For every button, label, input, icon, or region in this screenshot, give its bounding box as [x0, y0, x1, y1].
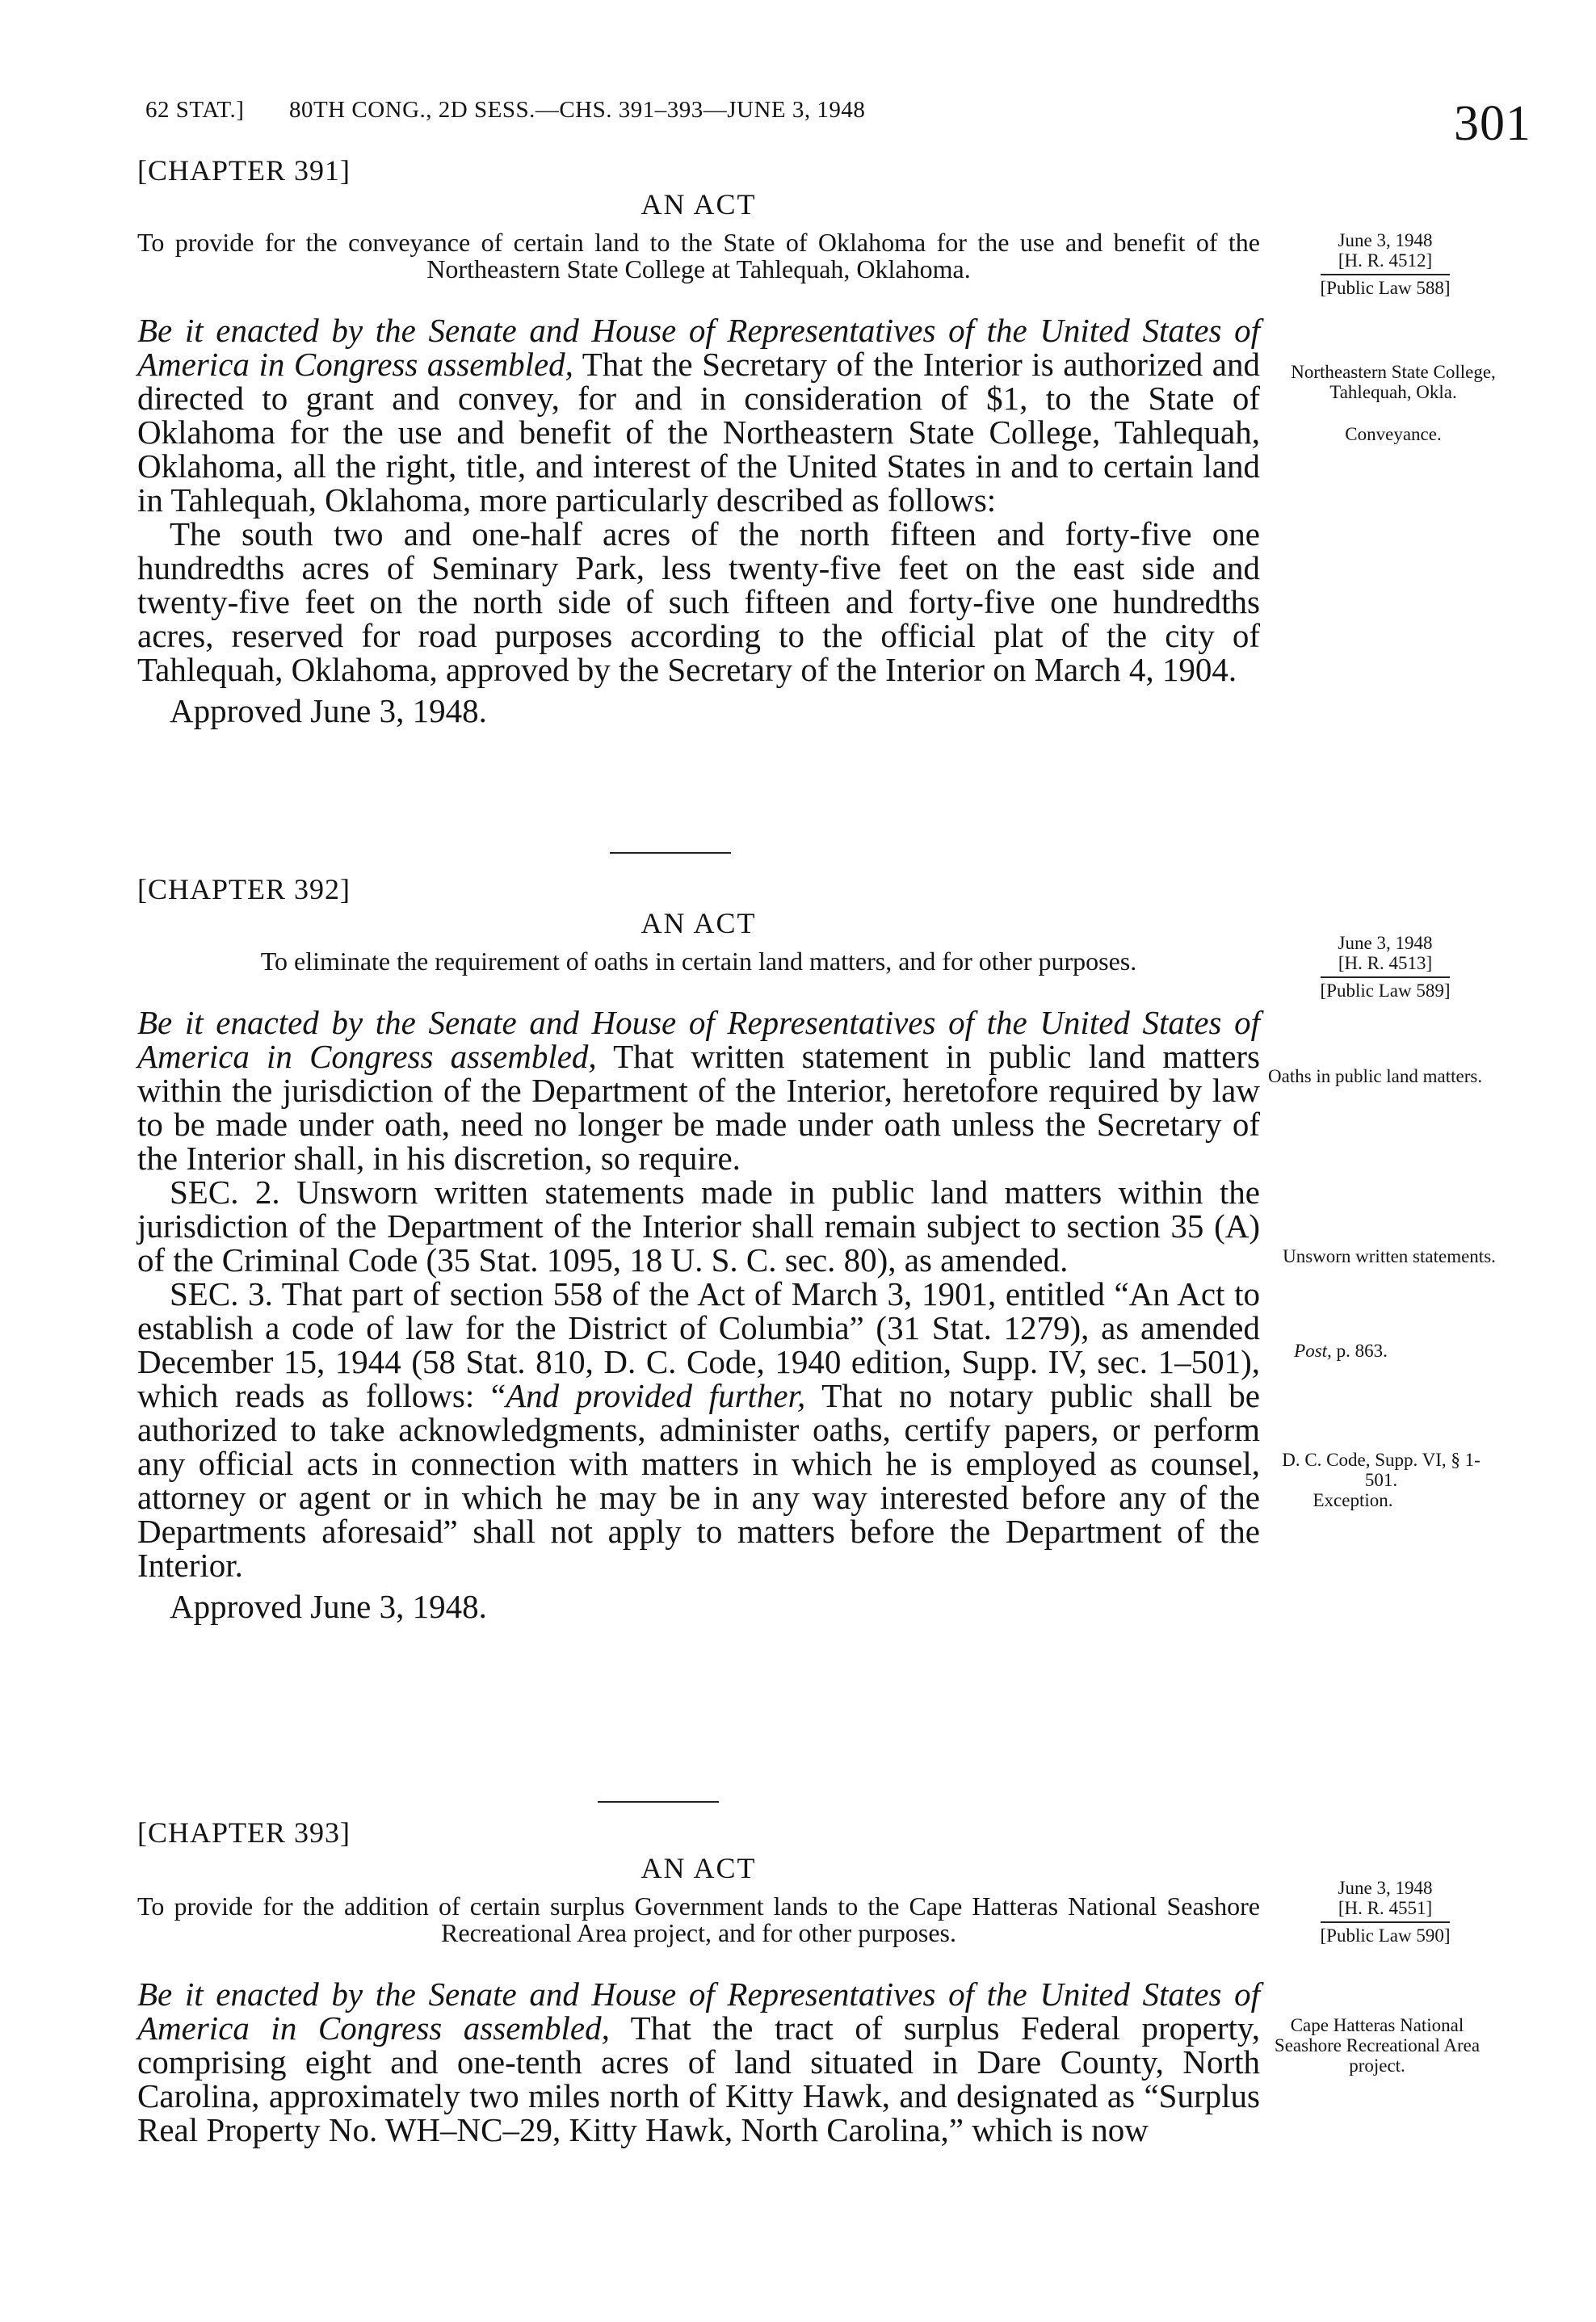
margin-bill-number: [H. R. 4512]: [1338, 250, 1433, 271]
margin-public-law: [Public Law 588]: [1321, 274, 1451, 298]
margin-note: Cape Hatteras National Seashore Recreational Area project.: [1274, 2015, 1480, 2076]
margin-note: Conveyance.: [1345, 424, 1442, 444]
congress-session-line: 80TH CONG., 2D SESS.—CHS. 391–393—JUNE 3, 1948: [288, 97, 866, 123]
margin-note: Oaths in public land matters.: [1268, 1066, 1483, 1086]
an-act-heading: AN ACT: [640, 907, 757, 939]
act-purpose: To provide for the conveyance of certain land to the State of Oklahoma for the use and benefit of the Northeastern State College at Tahlequah, Oklahoma.: [137, 228, 1260, 283]
margin-note-reference: [1268, 1341, 1413, 1361]
margin-public-law: [Public Law 589]: [1321, 976, 1451, 1001]
approval-date: Approved June 3, 1948.: [170, 692, 487, 729]
act-body: [137, 1977, 1260, 2147]
post-reference: Post,: [1294, 1341, 1332, 1361]
page-reference: p. 863.: [1331, 1341, 1388, 1361]
land-description: The south two and one-half acres of the north fifteen and forty-five one hundredths acres of Seminary Park, less twenty-five feet on the east side and twenty-five feet on the north side of such fifteen and forty-five one hundredths acres, reserved for road purposes according to the official plat of the city of Tahlequah, Oklahoma, approved by the Secretary of the Interior on March 4, 1904.: [137, 515, 1260, 688]
stat-reference: 62 STAT.]: [145, 97, 245, 123]
margin-bill-number: [H. R. 4551]: [1338, 1898, 1433, 1918]
act-body: [137, 1006, 1260, 1582]
margin-bill-number: [H. R. 4513]: [1338, 953, 1433, 973]
approval-date: Approved June 3, 1948.: [170, 1588, 487, 1625]
chapter-391: [137, 153, 1260, 729]
margin-date: June 3, 1948: [1338, 933, 1433, 953]
an-act-heading: AN ACT: [640, 1852, 757, 1884]
an-act-heading: AN ACT: [640, 188, 757, 220]
margin-date: June 3, 1948: [1338, 230, 1433, 250]
section-1-text: That the Secretary of the Interior is authorized and directed to grant and convey, for and in consideration of $1, to the State of Oklahoma for the use and benefit of the Northeastern State College, Tahlequah, Oklahoma, all the right, title, and interest of the United States in and to certain land in Tahlequah, Oklahoma, more particularly described as follows:: [137, 346, 1261, 519]
margin-note: D. C. Code, Supp. VI, § 1-501.: [1282, 1450, 1480, 1490]
chapter-divider: [598, 1801, 719, 1803]
chapter-label: [CHAPTER 393]: [137, 1816, 351, 1849]
margin-note: Unsworn written statements.: [1283, 1246, 1496, 1266]
margin-public-law: [Public Law 590]: [1321, 1921, 1451, 1946]
running-head: [145, 97, 865, 124]
chapter-393: [137, 1816, 1260, 2147]
section-3-text: That part of section 558 of the Act of March 3, 1901, entitled “An Act to establish a code of law for the District of Columbia” (31 Stat. 1279), as amended December 15, 1944 (58 Stat. 810, D. C. Code, 1940 edition, Supp. IV, sec. 1–501), which reads as follows: “: [137, 1275, 1260, 1414]
enacting-clause: Be it enacted by the Senate and House of Representatives of the United States of America in Congress assembled,: [137, 1004, 1260, 1075]
page-number: 301: [1454, 96, 1531, 151]
margin-note: Exception.: [1312, 1490, 1393, 1510]
enacting-clause: Be it enacted by the Senate and House of Representatives of the United States of America in Congress assembled,: [137, 1976, 1260, 2047]
act-purpose: To provide for the addition of certain surplus Government lands to the Cape Hatteras National Seashore Recreational Area project, and for other purposes.: [137, 1892, 1260, 1947]
chapter-label: [CHAPTER 391]: [137, 154, 351, 187]
margin-citation-391: [1268, 230, 1502, 298]
section-3-text-continued: That no notary public shall be authorized to take acknowledgments, administer oaths, certify papers, or perform any official acts in connection with matters in which he is employed as counsel, attorney or agent or in which he may be in any way interested before any of the Departments aforesaid” shall not apply to matters before the Department of the Interior.: [137, 1377, 1260, 1584]
margin-citation-392: [1268, 933, 1502, 1001]
chapter-divider: [610, 852, 731, 854]
act-body: [137, 313, 1260, 687]
section-2-text: Unsworn written statements made in public land matters within the jurisdiction of the Department of the Interior shall remain subject to section 35 (A) of the Criminal Code (35 Stat. 1095, 18 U. S. C. sec. 80), as amended.: [137, 1174, 1260, 1279]
section-1-text: That the tract of surplus Federal property, comprising eight and one-tenth acres of land situated in Dare County, North Carolina, approximately two miles north of Kitty Hawk, and designated as “Surplus Real Property No. WH–NC–29, Kitty Hawk, North Carolina,” which is now: [137, 2009, 1260, 2148]
section-2-label: SEC. 2.: [170, 1174, 280, 1211]
section-3-label: SEC. 3.: [170, 1275, 273, 1312]
chapter-392: [137, 872, 1260, 1624]
margin-date: June 3, 1948: [1338, 1878, 1433, 1898]
act-purpose: To eliminate the requirement of oaths in certain land matters, and for other purposes.: [260, 947, 1137, 976]
section-3-proviso: And provided further,: [506, 1377, 806, 1414]
section-1-text: That written statement in public land matters within the jurisdiction of the Department of the Interior, heretofore required by law to be made under oath, need no longer be made under oath unless the Secretary of the Interior shall, in his discretion, so require.: [137, 1038, 1261, 1177]
margin-note: Northeastern State College, Tahlequah, Okla.: [1291, 362, 1496, 402]
enacting-clause: Be it enacted by the Senate and House of Representatives of the United States of America in Congress assembled,: [137, 312, 1260, 383]
margin-citation-393: [1268, 1878, 1502, 1946]
chapter-label: [CHAPTER 392]: [137, 873, 351, 905]
